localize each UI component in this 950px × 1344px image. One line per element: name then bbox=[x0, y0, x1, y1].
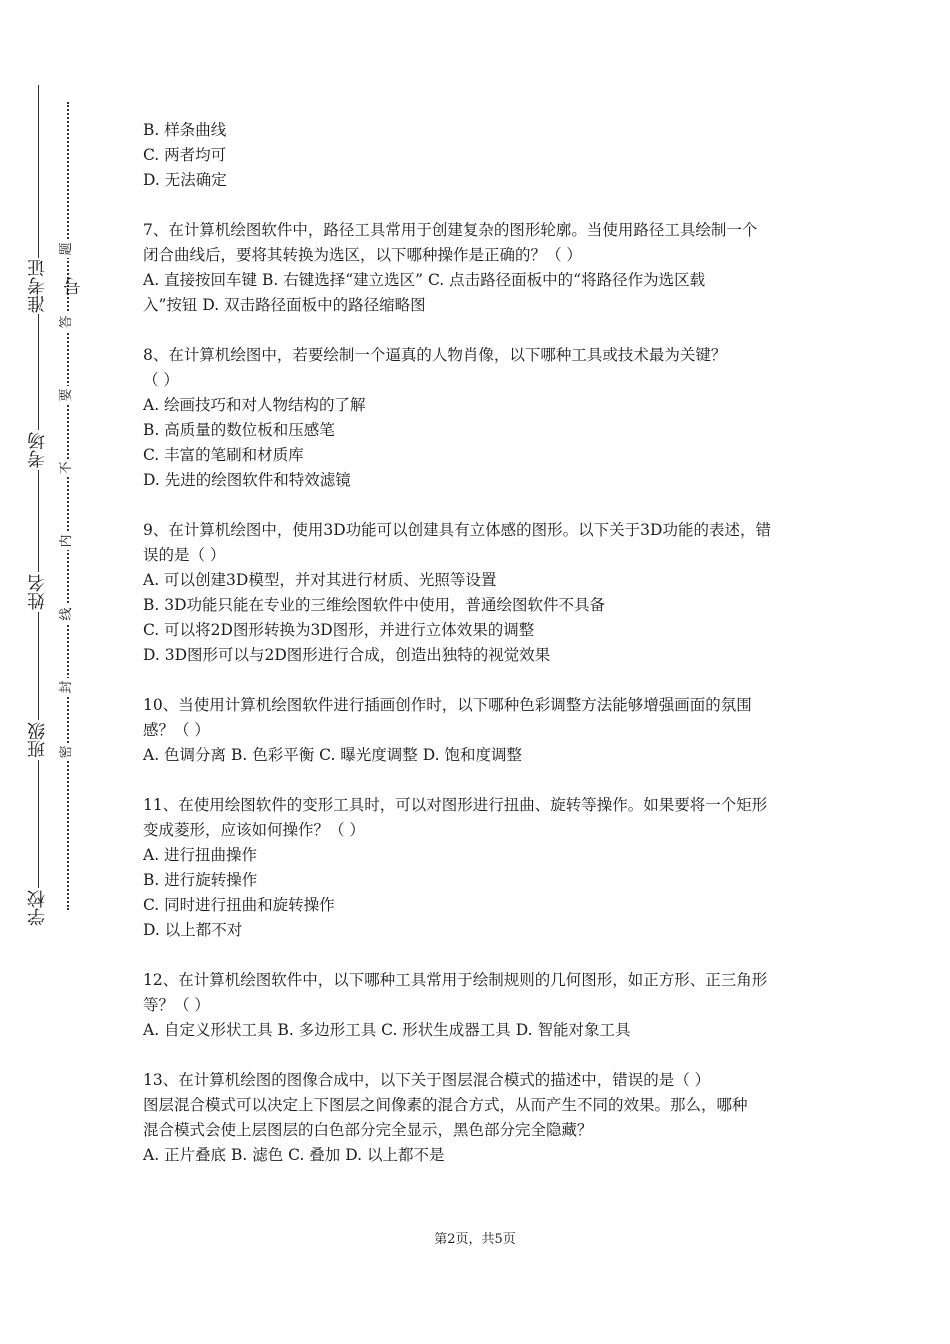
question-10 bbox=[143, 693, 813, 768]
exam-content bbox=[143, 118, 813, 1168]
question-stem: 变成菱形，应该如何操作？（ ） bbox=[143, 821, 365, 839]
option: D. 无法确定 bbox=[143, 171, 227, 189]
options-line: A. 自定义形状工具 B. 多边形工具 C. 形状生成器工具 D. 智能对象工具 bbox=[143, 1021, 631, 1039]
option: A. 进行扭曲操作 bbox=[143, 846, 258, 864]
option: C. 可以将2D图形转换为3D图形，并进行立体效果的调整 bbox=[143, 621, 535, 639]
field-name-label: 姓名 bbox=[20, 572, 56, 612]
question-8 bbox=[143, 343, 813, 493]
seal-char: 密 bbox=[58, 743, 76, 761]
option: C. 两者均可 bbox=[143, 146, 227, 164]
options-line: A. 色调分离 B. 色彩平衡 C. 曝光度调整 D. 饱和度调整 bbox=[143, 746, 522, 764]
question-stem: 等？（ ） bbox=[143, 996, 210, 1014]
question-stem: 闭合曲线后，要将其转换为选区，以下哪种操作是正确的？（ ） bbox=[143, 246, 582, 264]
options-line: A. 正片叠底 B. 滤色 C. 叠加 D. 以上都不是 bbox=[143, 1146, 445, 1164]
question-stem: 12、在计算机绘图软件中，以下哪种工具常用于绘制规则的几何图形，如正方形、正三角形 bbox=[143, 971, 768, 989]
question-stem: 混合模式会使上层图层的白色部分完全显示，黑色部分完全隐藏？ bbox=[143, 1121, 593, 1139]
question-9 bbox=[143, 518, 813, 668]
seal-dotted-line bbox=[67, 102, 69, 910]
question-stem: 9、在计算机绘图中，使用3D功能可以创建具有立体感的图形。以下关于3D功能的表述，错 bbox=[143, 521, 771, 539]
question-stem: 10、当使用计算机绘图软件进行插画创作时，以下哪种色彩调整方法能够增强画面的氛围 bbox=[143, 696, 752, 714]
seal-char: 不 bbox=[58, 459, 76, 477]
question-11 bbox=[143, 793, 813, 943]
page-footer: 第2页，共5页 bbox=[434, 1232, 516, 1247]
seal-char: 线 bbox=[58, 605, 76, 623]
option: D. 以上都不对 bbox=[143, 921, 243, 939]
option: C. 丰富的笔刷和材质库 bbox=[143, 446, 304, 464]
question-stem: 图层混合模式可以决定上下图层之间像素的混合方式，从而产生不同的效果。那么，哪种 bbox=[143, 1096, 748, 1114]
question-stem: （ ） bbox=[143, 371, 179, 389]
option: A. 绘画技巧和对人物结构的了解 bbox=[143, 396, 366, 414]
question-stem: 感？（ ） bbox=[143, 721, 210, 739]
field-exam-number-label: 准考证号 bbox=[20, 258, 56, 314]
option: D. 先进的绘图软件和特效滤镜 bbox=[143, 471, 351, 489]
option-line: 入”按钮 D. 双击路径面板中的路径缩略图 bbox=[143, 296, 426, 314]
question-stem: 8、在计算机绘图中，若要绘制一个逼真的人物肖像，以下哪种工具或技术最为关键？ bbox=[143, 346, 727, 364]
seal-char: 封 bbox=[58, 678, 76, 696]
question-stem: 11、在使用绘图软件的变形工具时，可以对图形进行扭曲、旋转等操作。如果要将一个矩形 bbox=[143, 796, 768, 814]
question-stem: 误的是（ ） bbox=[143, 546, 226, 564]
question-6-options bbox=[143, 118, 813, 193]
question-stem: 13、在计算机绘图的图像合成中，以下关于图层混合模式的描述中，错误的是（ ） bbox=[143, 1071, 711, 1089]
binding-solid-line bbox=[38, 85, 39, 925]
seal-char: 内 bbox=[58, 532, 76, 550]
option-line: A. 直接按回车键 B. 右键选择“建立选区” C. 点击路径面板中的“将路径作为选区载 bbox=[143, 271, 706, 289]
option: C. 同时进行扭曲和旋转操作 bbox=[143, 896, 335, 914]
option: D. 3D图形可以与2D图形进行合成，创造出独特的视觉效果 bbox=[143, 646, 551, 664]
option: B. 样条曲线 bbox=[143, 121, 227, 139]
seal-char: 题 bbox=[58, 240, 76, 258]
option: B. 3D功能只能在专业的三维绘图软件中使用，普通绘图软件不具备 bbox=[143, 596, 606, 614]
question-12 bbox=[143, 968, 813, 1043]
question-13 bbox=[143, 1068, 813, 1168]
seal-char: 要 bbox=[58, 386, 76, 404]
question-stem: 7、在计算机绘图软件中，路径工具常用于创建复杂的图形轮廓。当使用路径工具绘制一个 bbox=[143, 221, 758, 239]
option: B. 进行旋转操作 bbox=[143, 871, 258, 889]
binding-margin bbox=[0, 0, 110, 1344]
question-7 bbox=[143, 218, 813, 318]
option: A. 可以创建3D模型，并对其进行材质、光照等设置 bbox=[143, 571, 497, 589]
field-exam-room-label: 考场 bbox=[20, 430, 56, 470]
option: B. 高质量的数位板和压感笔 bbox=[143, 421, 335, 439]
field-school-label: 学校 bbox=[20, 888, 56, 928]
field-class-label: 班级 bbox=[20, 720, 56, 760]
seal-char: 答 bbox=[58, 313, 76, 331]
